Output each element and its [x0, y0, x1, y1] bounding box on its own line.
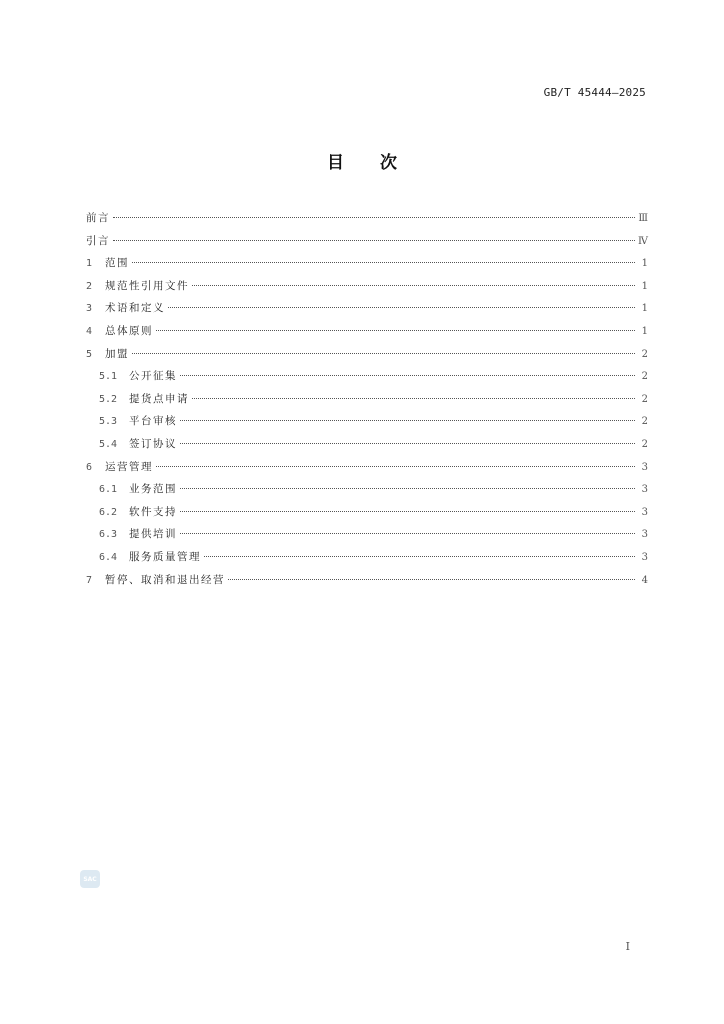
- toc-dot-leader: [180, 533, 635, 534]
- toc-entry-label: 规范性引用文件: [105, 279, 189, 292]
- toc-entry[interactable]: [86, 297, 648, 320]
- toc-entry[interactable]: [86, 252, 648, 275]
- toc-entry-number: 1: [86, 258, 93, 270]
- toc-entry-label: 业务范围: [129, 483, 177, 496]
- toc-entry-page: Ⅲ: [638, 213, 648, 224]
- toc-entry-label: 签订协议: [129, 437, 177, 450]
- toc-dot-leader: [192, 285, 635, 286]
- toc-entry-number: 5.2: [99, 393, 118, 405]
- toc-entry-number: 6.1: [99, 484, 118, 496]
- toc-entry-label: 提货点申请: [129, 392, 189, 405]
- toc-entry-page: 3: [641, 551, 648, 563]
- toc-entry[interactable]: [86, 343, 648, 366]
- toc-entry-label: 运营管理: [105, 460, 153, 473]
- toc-entry-page: 2: [641, 348, 648, 360]
- toc-entry-number: 5: [86, 348, 93, 360]
- toc-entry-number: 3: [86, 303, 93, 315]
- toc-entry-label: 范围: [105, 257, 129, 270]
- toc-entry-page: 2: [641, 416, 648, 428]
- toc-entry[interactable]: [86, 365, 648, 388]
- toc-entry-number: 5.1: [99, 371, 118, 383]
- page-number: I: [625, 940, 630, 953]
- toc-entry-number: 4: [86, 325, 93, 337]
- toc-entry[interactable]: [86, 456, 648, 479]
- toc-entry[interactable]: [86, 546, 648, 569]
- toc-entry-label: 提供培训: [129, 528, 177, 541]
- toc-entry-page: 2: [641, 393, 648, 405]
- toc-dot-leader: [180, 488, 635, 489]
- toc-dot-leader: [180, 511, 635, 512]
- toc-entry-label: 软件支持: [129, 505, 177, 518]
- toc-entry-page: 1: [641, 258, 648, 270]
- toc-entry-label: 服务质量管理: [129, 550, 201, 563]
- toc-entry[interactable]: [86, 523, 648, 546]
- toc-dot-leader: [113, 217, 635, 218]
- toc-entry-number: 6.2: [99, 506, 118, 518]
- toc-entry-number: 6.3: [99, 529, 118, 541]
- toc-entry-label: 平台审核: [129, 415, 177, 428]
- toc-dot-leader: [180, 375, 635, 376]
- toc-entry-page: 3: [641, 461, 648, 473]
- standard-number: GB/T 45444—2025: [543, 86, 646, 99]
- toc-entry-label: 公开征集: [129, 370, 177, 383]
- toc-entry-page: 3: [641, 484, 648, 496]
- page-title: [0, 148, 724, 173]
- toc-entry[interactable]: [86, 230, 648, 253]
- toc-entry[interactable]: [86, 388, 648, 411]
- toc-entry[interactable]: [86, 275, 648, 298]
- toc-dot-leader: [156, 330, 635, 331]
- table-of-contents: [86, 207, 648, 591]
- toc-entry-page: 1: [641, 280, 648, 292]
- toc-entry-label: 加盟: [105, 347, 129, 360]
- toc-entry-page: 2: [641, 438, 648, 450]
- toc-entry[interactable]: [86, 501, 648, 524]
- toc-dot-leader: [168, 307, 635, 308]
- toc-entry-page: 1: [641, 303, 648, 315]
- toc-entry-number: 2: [86, 280, 93, 292]
- toc-entry-page: 3: [641, 529, 648, 541]
- sac-logo: SAC: [80, 870, 100, 888]
- toc-dot-leader: [132, 353, 635, 354]
- toc-entry-page: 1: [641, 325, 648, 337]
- title-char-2: 次: [380, 153, 397, 173]
- toc-dot-leader: [228, 579, 635, 580]
- toc-dot-leader: [180, 443, 635, 444]
- toc-entry[interactable]: [86, 410, 648, 433]
- toc-entry[interactable]: [86, 207, 648, 230]
- toc-entry-label: 前言: [86, 212, 110, 224]
- toc-entry-label: 术语和定义: [105, 302, 165, 315]
- toc-entry-number: 5.4: [99, 438, 118, 450]
- toc-dot-leader: [204, 556, 635, 557]
- toc-dot-leader: [113, 240, 635, 241]
- toc-dot-leader: [180, 420, 635, 421]
- title-char-1: 目: [327, 153, 344, 173]
- toc-entry-number: 6: [86, 461, 93, 473]
- toc-entry-page: Ⅳ: [638, 235, 648, 247]
- toc-entry-label: 引言: [86, 234, 110, 247]
- toc-dot-leader: [132, 262, 635, 263]
- toc-entry-number: 6.4: [99, 551, 118, 563]
- toc-entry-page: 4: [641, 574, 648, 586]
- toc-entry-label: 暂停、取消和退出经营: [105, 573, 225, 586]
- toc-entry-label: 总体原则: [105, 324, 153, 337]
- toc-entry-page: 3: [641, 506, 648, 518]
- toc-entry-number: 5.3: [99, 416, 118, 428]
- toc-entry[interactable]: [86, 433, 648, 456]
- toc-dot-leader: [192, 398, 635, 399]
- toc-entry-page: 2: [641, 371, 648, 383]
- toc-entry[interactable]: [86, 320, 648, 343]
- toc-dot-leader: [156, 466, 635, 467]
- toc-entry-number: 7: [86, 574, 93, 586]
- toc-entry[interactable]: [86, 478, 648, 501]
- toc-entry[interactable]: [86, 569, 648, 592]
